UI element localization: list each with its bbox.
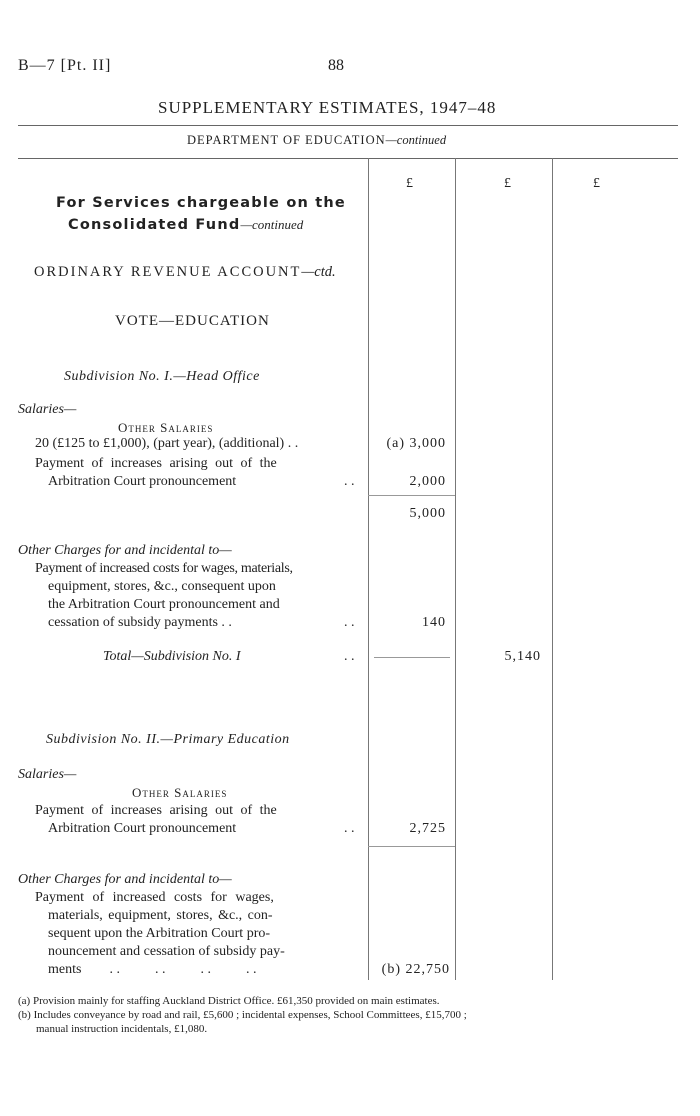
page-title: SUPPLEMENTARY ESTIMATES, 1947–48 [158,98,497,117]
leader-dots: . . [344,474,355,489]
title-rule [18,125,678,126]
services-heading-line2 [68,214,303,233]
account-continued: —ctd. [301,264,336,280]
page-number: 88 [328,57,344,74]
other-charges-heading: Other Charges for and incidental to— [18,872,232,887]
sub1-other-charges-line4: cessation of subsidy payments . . [48,615,232,630]
footnote-b-line2: manual instruction incidentals, £1,080. [36,1023,208,1035]
salaries-label: Salaries— [18,402,77,417]
sub1-other-charges-line2: equipment, stores, &c., consequent upon [48,579,276,594]
sub1-other-charges-line3: the Arbitration Court pronouncement and [48,597,280,612]
department-heading [187,133,446,148]
sub1-salary-item-1-amount: (a) 3,000 [386,436,446,451]
sub1-salary-item-2-amount: 2,000 [409,474,446,489]
column-divider-2 [455,158,456,980]
sub1-salary-item-2-line2: Arbitration Court pronouncement [48,474,237,489]
account-heading [34,264,336,281]
services-continued: —continued [240,217,304,232]
column-divider-3 [552,158,553,980]
subtotal-rule [368,495,455,496]
currency-symbol: £ [406,176,413,191]
sub1-total-label: Total—Subdivision No. I [103,649,241,664]
department-name: DEPARTMENT OF EDUCATION [187,133,386,147]
currency-symbol: £ [504,176,511,191]
sub1-salary-item-1: 20 (£125 to £1,000), (part year), (additional) . . [35,436,299,451]
sub1-total-amount: 5,140 [504,649,541,664]
services-heading-line1: For Services chargeable on the [56,195,346,211]
services-fund: Consolidated Fund [68,217,241,233]
sub2-other-charges-line4: nouncement and cessation of subsidy pay- [48,944,285,959]
sub1-other-charges-line1: Payment of increased costs for wages, materials, [35,561,293,576]
account-label: ORDINARY REVENUE ACCOUNT [34,264,302,280]
column-divider-1 [368,158,369,980]
leader-dots: . . [344,615,355,630]
sub1-other-charges-amount: 140 [422,615,446,630]
sub2-other-charges-line3: sequent upon the Arbitration Court pro- [48,926,271,941]
subtotal-rule [368,846,455,847]
sub2-other-charges-line2: materials, equipment, stores, &c., con- [48,908,273,923]
footnote-b-line1: (b) Includes conveyance by road and rail, £5,600 ; incidental expenses, School Committees, £15,700 ; [18,1009,467,1021]
header-rule [18,158,678,159]
other-charges-heading: Other Charges for and incidental to— [18,543,232,558]
sub2-salary-item-1-amount: 2,725 [409,821,446,836]
sub2-other-charges-line5: ments . . . . . . . . [48,962,257,977]
sub1-salaries-subtotal: 5,000 [409,506,446,521]
subdivision-2-heading: Subdivision No. II.—Primary Education [46,732,290,747]
salaries-label: Salaries— [18,767,77,782]
sub2-other-charges-line1: Payment of increased costs for wages, [35,890,274,905]
sub1-salary-item-2-line1: Payment of increases arising out of the [35,456,277,471]
sub2-other-charges-amount: (b) 22,750 [381,962,450,977]
currency-symbol: £ [593,176,600,191]
subdivision-1-heading: Subdivision No. I.—Head Office [64,369,260,384]
sub2-salary-item-1-line2: Arbitration Court pronouncement [48,821,237,836]
volume-reference: B—7 [Pt. II] [18,57,112,74]
footnote-a: (a) Provision mainly for staffing Auckland District Office. £61,350 provided on main estimates. [18,995,440,1007]
other-salaries-label: Other Salaries [132,785,228,800]
leader-dots: . . [344,649,355,664]
sub2-salary-item-1-line1: Payment of increases arising out of the [35,803,277,818]
total-rule [374,657,450,658]
department-continued: —continued [385,133,447,147]
other-salaries-label: Other Salaries [118,420,214,435]
vote-heading: VOTE—EDUCATION [115,313,270,329]
leader-dots: . . [344,821,355,836]
